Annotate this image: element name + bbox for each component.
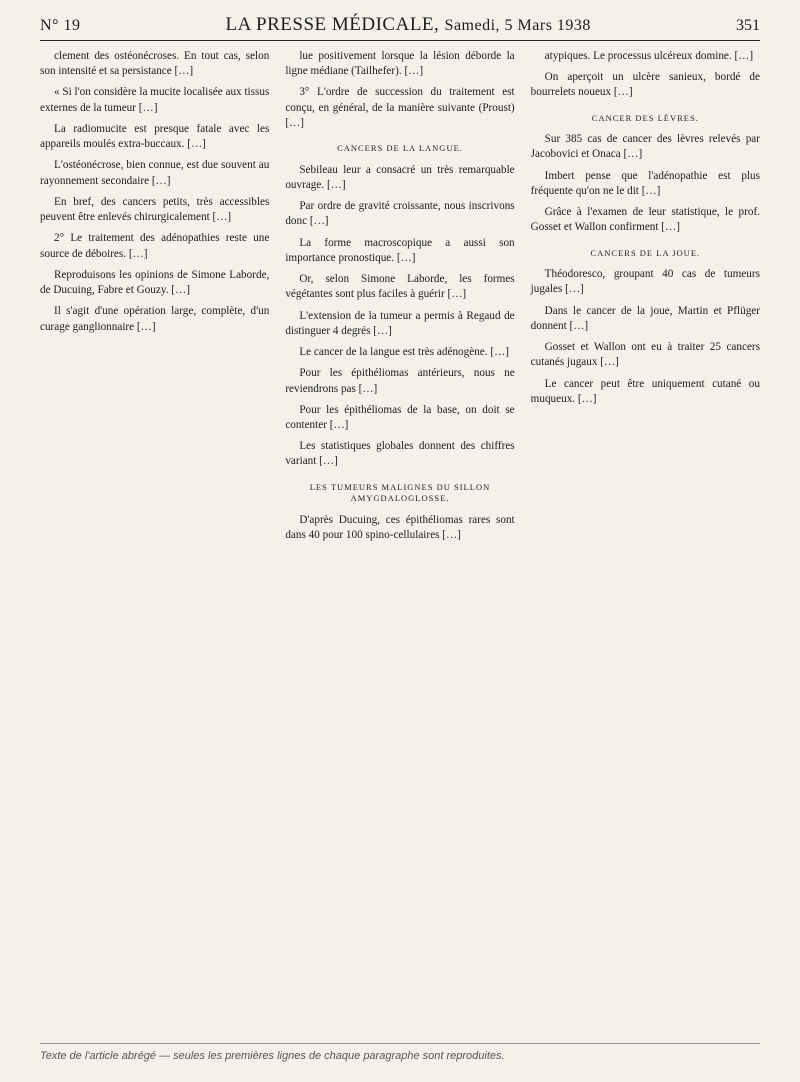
elision-notice: Texte de l'article abrégé — seules les premières lignes de chaque paragraphe sont reproduites. bbox=[40, 1043, 760, 1062]
journal-name: LA PRESSE MÉDICALE, bbox=[225, 14, 440, 35]
paragraph: 2° Le traitement des adénopathies reste une source de déboires. […] bbox=[40, 232, 270, 260]
paragraph: Gosset et Wallon ont eu à traiter 25 cancers cutanés jugaux […] bbox=[530, 341, 760, 369]
paragraph: L'ostéonécrose, bien connue, est due souvent au rayonnement secondaire […] bbox=[40, 159, 270, 187]
paragraph: D'après Ducuing, ces épithéliomas rares sont dans 40 pour 100 spino-cellulaires […] bbox=[285, 513, 515, 542]
paragraph: Il s'agit d'une opération large, complète, d'un curage ganglionnaire […] bbox=[40, 305, 270, 333]
issue-date: Samedi, 5 Mars 1938 bbox=[444, 17, 591, 34]
section-heading: CANCERS DE LA JOUE. bbox=[590, 247, 701, 258]
paragraph: Grâce à l'examen de leur statistique, le prof. Gosset et Wallon confirment […] bbox=[530, 206, 760, 234]
section-heading: CANCER DES LÈVRES. bbox=[591, 112, 699, 123]
page-number: 351 bbox=[735, 17, 760, 34]
paragraph: Théodoresco, groupant 40 cas de tumeurs jugales […] bbox=[530, 268, 760, 296]
masthead bbox=[40, 14, 760, 41]
paragraph: En bref, des cancers petits, très accessibles peuvent être enlevés chirurgicalement […] bbox=[40, 195, 270, 224]
article-columns bbox=[40, 49, 760, 549]
paragraph: On aperçoit un ulcère sanieux, bordé de bourrelets noueux […] bbox=[530, 71, 760, 99]
paragraph: clement des ostéonécroses. En tout cas, selon son intensité et sa persistance […] bbox=[40, 50, 270, 78]
column-1 bbox=[40, 49, 269, 549]
paragraph: Reproduisons les opinions de Simone Laborde, de Ducuing, Fabre et Gouzy. […] bbox=[40, 268, 270, 297]
paragraph: L'extension de la tumeur a permis à Regaud de distinguer 4 degrés […] bbox=[285, 309, 515, 337]
paragraph: Le cancer de la langue est très adénogène. […] bbox=[299, 346, 509, 359]
paragraph: Pour les épithéliomas antérieurs, nous ne reviendrons pas […] bbox=[285, 367, 515, 395]
paragraph: Dans le cancer de la joue, Martin et Pflüger donnent […] bbox=[530, 304, 760, 332]
column-2 bbox=[285, 49, 514, 549]
paragraph: Imbert pense que l'adénopathie est plus fréquente qu'on ne le dit […] bbox=[530, 169, 760, 197]
paragraph: atypiques. Le processus ulcéreux domine. […] bbox=[544, 50, 754, 62]
paragraph: Par ordre de gravité croissante, nous inscrivons donc […] bbox=[285, 200, 515, 228]
section-heading: LES TUMEURS MALIGNES DU SILLON AMYGDALOGLOSSE. bbox=[309, 481, 491, 504]
journal-title bbox=[226, 14, 591, 36]
paragraph: Sebileau leur a consacré un très remarquable ouvrage. […] bbox=[285, 163, 515, 191]
column-3 bbox=[531, 49, 760, 549]
paragraph: 3° L'ordre de succession du traitement est conçu, en général, de la manière suivante (Proust) […] bbox=[285, 86, 515, 129]
paragraph: Or, selon Simone Laborde, les formes végétantes sont plus faciles à guérir […] bbox=[285, 273, 515, 301]
paragraph: Pour les épithéliomas de la base, on doit se contenter […] bbox=[285, 403, 515, 431]
issue-number: N° 19 bbox=[40, 17, 81, 34]
paragraph: La radiomucite est presque fatale avec les appareils moulés extra-buccaux. […] bbox=[40, 122, 270, 151]
paragraph: La forme macroscopique a aussi son importance pronostique. […] bbox=[285, 236, 515, 264]
paragraph: « Si l'on considère la mucite localisée aux tissus externes de la tumeur […] bbox=[40, 86, 270, 114]
paragraph: Sur 385 cas de cancer des lèvres relevés par Jacobovici et Onaca […] bbox=[530, 133, 760, 161]
paragraph: Le cancer peut être uniquement cutané ou muqueux. […] bbox=[530, 377, 760, 405]
paragraph: Les statistiques globales donnent des chiffres variant […] bbox=[285, 440, 515, 468]
section-heading: CANCERS DE LA LANGUE. bbox=[337, 143, 463, 154]
paragraph: lue positivement lorsque la lésion déborde la ligne médiane (Tailhefer). […] bbox=[285, 50, 515, 78]
